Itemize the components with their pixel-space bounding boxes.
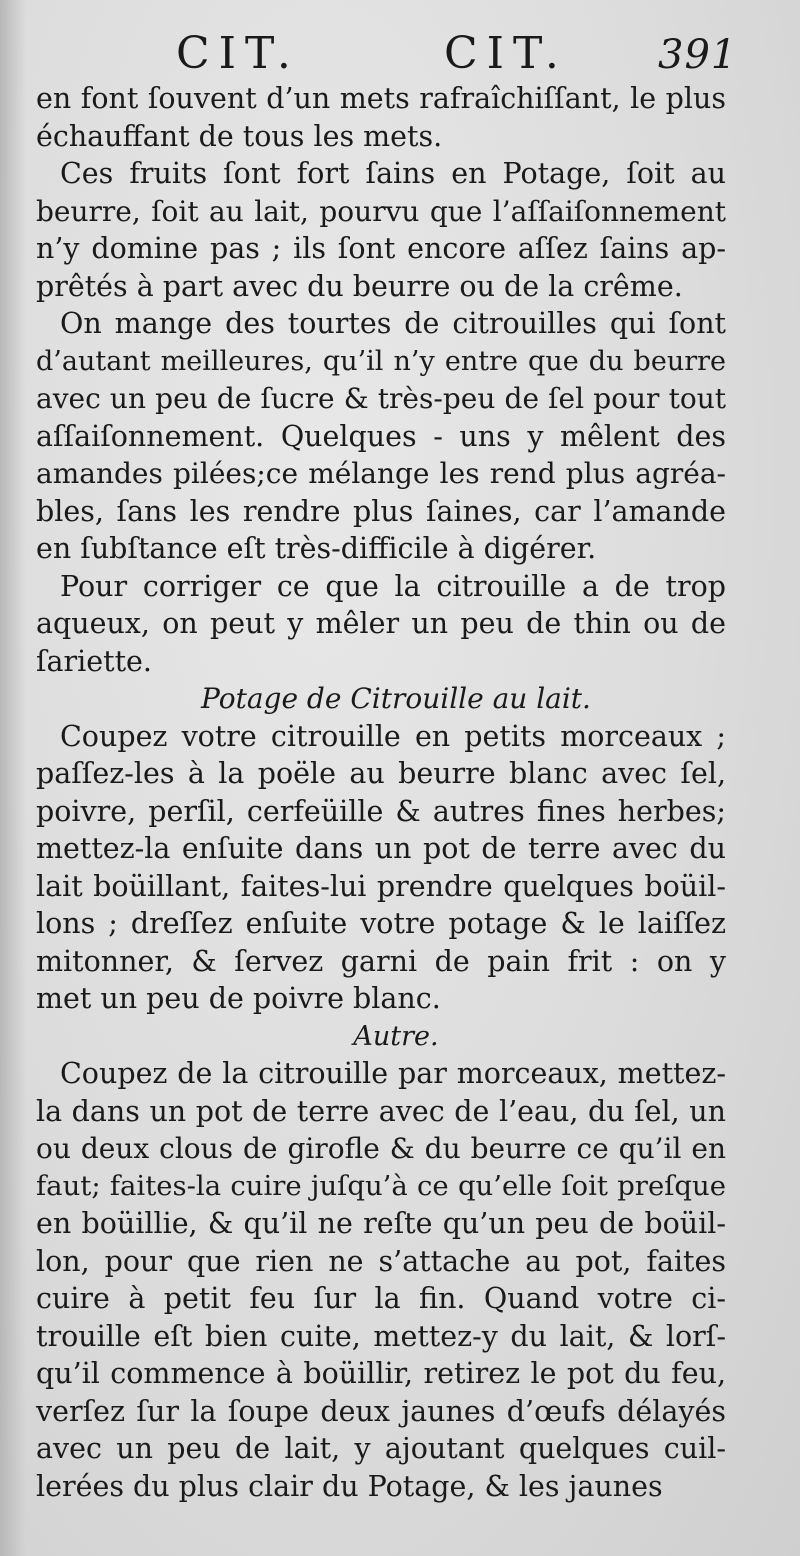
text-line: ſariette. [36,644,152,678]
text-line: avec un peu de lait, y ajoutant quelques cuil- [36,1432,726,1465]
text-line: beurre, ſoit au lait, pourvu que l’aſſaiſonnement [36,194,726,228]
text-line: Coupez de la citrouille par morceaux, mettez- [60,1057,726,1090]
text-line: lon, pour que rien ne s’attache au pot, faites [36,1244,726,1278]
text-line: amandes pilées;ce mélange les rend plus agréa- [36,457,726,490]
section-subheading: Autre. [353,1020,439,1052]
text-line: aſſaiſonnement. Quelques - uns y mêlent des [36,419,726,453]
text-line: cuire à petit feu ſur la fin. Quand votre ci- [36,1282,726,1315]
text-line: Pour corriger ce que la citrouille a de trop [60,569,726,603]
binding-shadow [0,0,26,1556]
text-line: lons ; dreſſez enſuite votre potage & le laiſſez [36,907,726,940]
text-line: la dans un pot de terre avec de l’eau, du ſel, un [36,1094,726,1128]
paragraph [36,1055,726,1505]
text-line: faut; faites-la cuire juſqu’à ce qu’elle ſoit preſque [36,1169,726,1202]
text-line: en boüillie, & qu’il ne reſte qu’un peu de boüil- [36,1207,726,1240]
running-head [0,18,800,88]
text-line: en font ſouvent d’un mets rafraîchiſſant, le plus [36,82,726,115]
paragraph [36,155,726,305]
text-line: qu’il commence à boüillir, retirez le pot du feu, [36,1357,726,1390]
text-line: mettez-la enſuite dans un pot de terre avec du [36,832,726,865]
body-text [36,80,726,1505]
running-head-left: CIT. [176,28,300,79]
text-line: met un peu de poivre blanc. [36,982,441,1015]
text-line: ou deux clous de girofle & du beurre ce qu’il en [36,1132,726,1165]
text-line: verſez ſur la ſoupe deux jaunes d’œufs délayés [36,1394,726,1428]
text-line: lerées du plus clair du Potage, & les jaunes [36,1469,663,1503]
text-line: bles, ſans les rendre plus ſaines, car l’amande [36,494,726,528]
text-line: lait boüillant, faites-lui prendre quelques boüil- [36,869,726,903]
text-line: trouille eſt bien cuite, mettez-y du lait, & lorſ- [36,1319,726,1353]
text-line: n’y domine pas ; ils ſont encore aſſez ſains ap- [36,232,726,265]
text-line: mitonner, & ſervez garni de pain frit : on y [36,944,726,978]
paragraph [36,568,726,681]
paragraph [36,305,726,568]
text-line: d’autant meilleures, qu’il n’y entre que du beurre [36,345,726,377]
text-line: Ces fruits ſont fort ſains en Potage, ſoit au [60,157,726,190]
section-heading: Potage de Citrouille au lait. [201,682,591,715]
continued-paragraph [36,80,726,155]
text-line: Coupez votre citrouille en petits morceaux ; [60,719,726,753]
text-line: aqueux, on peut y mêler un peu de thin ou de [36,607,726,640]
paragraph [36,718,726,1018]
text-line: paſſez-les à la poële au beurre blanc avec ſel, [36,757,726,790]
text-line: en ſubſtance eſt très-difficile à digérer. [36,532,597,565]
running-head-center: CIT. [444,28,568,79]
text-line: avec un peu de ſucre & très-peu de ſel pour tout [36,382,726,415]
text-line: prêtés à part avec du beurre ou de la crême. [36,269,683,303]
text-line: poivre, perſil, cerfeüille & autres fines herbes; [36,794,726,828]
text-line: On mange des tourtes de citrouilles qui ſont [60,307,726,340]
page-number: 391 [658,32,738,78]
text-line: échauffant de tous les mets. [36,119,443,153]
